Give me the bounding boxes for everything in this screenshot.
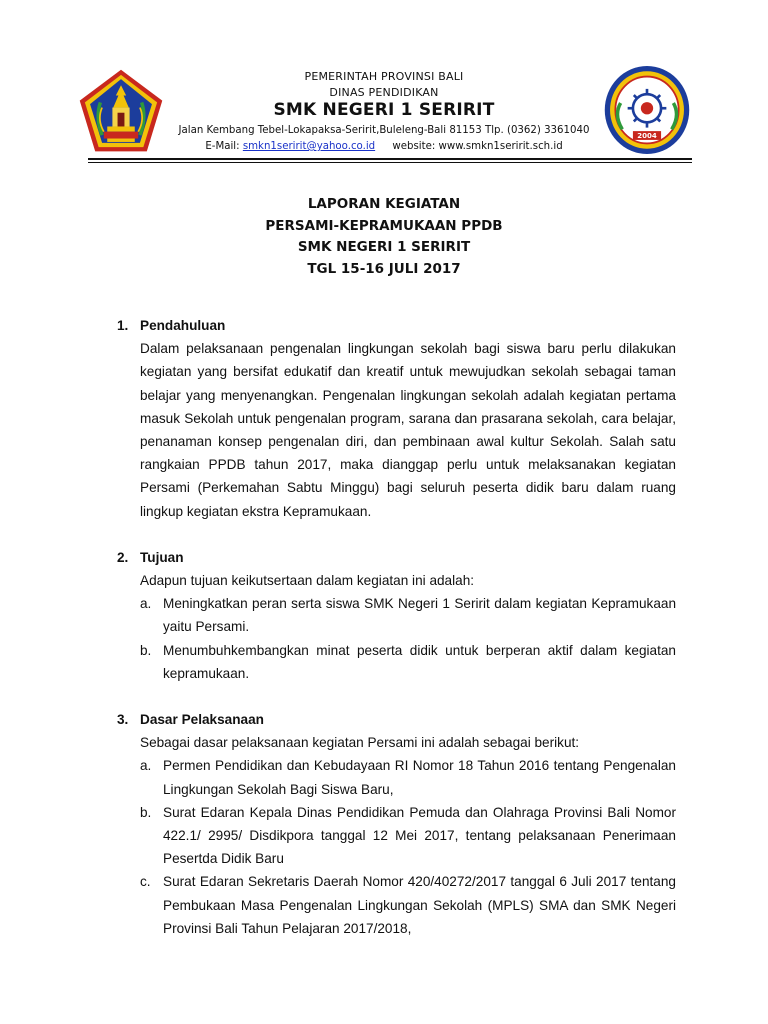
website-link[interactable]: www.smkn1seririt.sch.id (438, 141, 563, 152)
list-item-text: Menumbuhkembangkan minat peserta didik untuk berperan aktif dalam kegiatan kepramukaan. (163, 642, 676, 681)
email-label: E-Mail: (205, 141, 240, 152)
section-number: 2. (117, 549, 129, 565)
list-item (140, 870, 676, 940)
school-name: SMK NEGERI 1 SERIRIT (273, 100, 495, 120)
section-title: Tujuan (140, 549, 184, 565)
title-line-1: LAPORAN KEGIATAN (307, 196, 461, 212)
letterhead-divider-thick (88, 158, 692, 160)
title-line-2: PERSAMI-KEPRAMUKAAN PPDB (265, 217, 503, 234)
sub-list (140, 592, 676, 685)
list-item-text: Surat Edaran Kepala Dinas Pendidikan Pemuda dan Olahraga Provinsi Bali Nomor 422.1/ 2995/ Disdikpora tanggal 12 Mei 2017, tentang pelaksanaan Penerimaan Pesertda Didik Baru (163, 804, 676, 867)
list-item-text: Surat Edaran Sekretaris Daerah Nomor 420/40272/2017 tanggal 6 Juli 2017 tentang Pembukaan Masa Pengenalan Lingkungan Sekolah (MPLS) SMA dan SMK Negeri Provinsi Bali Tahun Pelajaran 2017/2018, (163, 874, 676, 936)
emblem-year: 2004 (637, 131, 657, 141)
list-item (140, 754, 676, 800)
title-line-3: SMK NEGERI 1 SERIRIT (297, 239, 471, 255)
department-name: DINAS PENDIDIKAN (329, 86, 439, 99)
section-paragraph: Adapun tujuan keikutsertaan dalam kegiatan ini adalah: (140, 573, 475, 589)
government-name: PEMERINTAH PROVINSI BALI (304, 70, 464, 83)
list-item (140, 592, 676, 638)
list-item-letter: a. (140, 758, 152, 774)
contact-line (150, 141, 618, 152)
list-item-text: Permen Pendidikan dan Kebudayaan RI Nomor 18 Tahun 2016 tentang Pengenalan Lingkungan Sekolah Bagi Siswa Baru, (163, 758, 676, 797)
report-title (150, 194, 618, 280)
list-item (140, 639, 676, 685)
section-dasar-pelaksanaan (114, 708, 676, 940)
list-item-text: Meningkatkan peran serta siswa SMK Negeri 1 Seririt dalam kegiatan Kepramukaan yaitu Persami. (163, 596, 676, 635)
section-number: 1. (117, 318, 129, 333)
letterhead (0, 0, 768, 160)
title-line-4: TGL 15-16 JULI 2017 (307, 260, 461, 277)
sub-list (140, 754, 676, 940)
list-item-letter: c. (140, 874, 151, 890)
section-title: Dasar Pelaksanaan (140, 712, 264, 728)
section-title: Pendahuluan (140, 318, 226, 333)
section-tujuan (114, 546, 676, 685)
school-emblem-icon (603, 64, 691, 156)
section-paragraph: Dalam pelaksanaan pengenalan lingkungan sekolah bagi siswa baru perlu dilakukan kegiatan yang bersifat edukatif dan kreatif untuk mewujudkan sekolah sebagai taman belajar yang menyenangkan. Pengenalan lingkungan sekolah adalah kegiatan pertama masuk Sekolah untuk pengenalan program, sarana dan prasarana sekolah, cara belajar, penanaman konsep pengenalan diri, dan pembinaan awal kultur Sekolah. Salah satu rangkaian PPDB tahun 2017, maka dianggap perlu untuk melaksanakan kegiatan Persami (Perkemahan Sabtu Minggu) bagi seluruh peserta didik baru dalam ruang lingkup kegiatan ekstra Kepramukaan. (140, 341, 676, 519)
report-body (114, 314, 676, 963)
section-pendahuluan (114, 314, 676, 523)
letterhead-divider-thin (88, 162, 692, 163)
list-item-letter: b. (140, 642, 152, 658)
section-paragraph: Sebagai dasar pelaksanaan kegiatan Persami ini adalah sebagai berikut: (140, 735, 580, 751)
list-item-letter: b. (140, 804, 152, 820)
list-item (140, 801, 676, 871)
website-label: website: (392, 141, 436, 152)
list-item-letter: a. (140, 596, 152, 612)
school-address: Jalan Kembang Tebel-Lokapaksa-Seririt,Buleleng-Bali 81153 Tlp. (0362) 3361040 (178, 125, 590, 136)
email-link[interactable]: smkn1seririt@yahoo.co.id (242, 141, 376, 152)
section-number: 3. (117, 712, 129, 728)
